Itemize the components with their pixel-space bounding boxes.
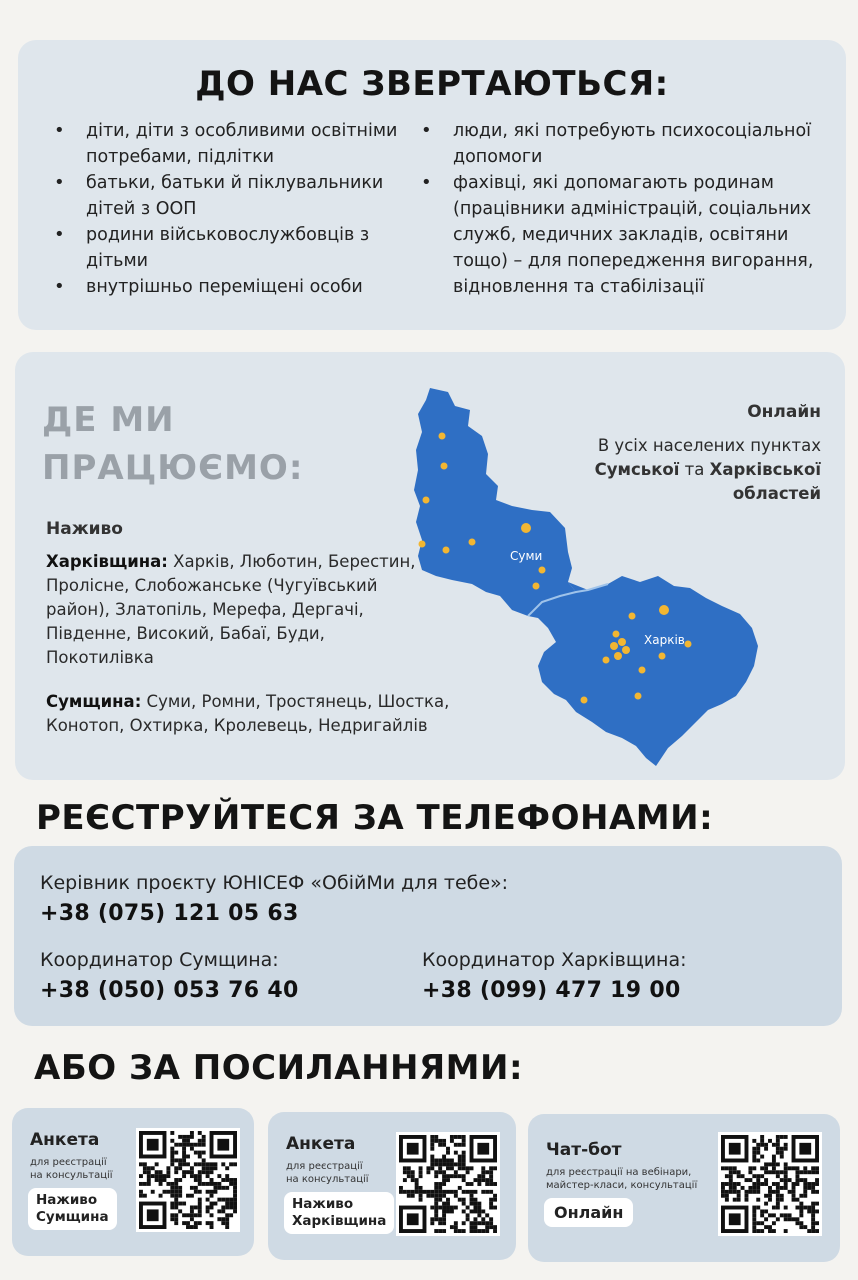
card-survey-sumy[interactable] — [12, 1108, 254, 1256]
sumy-coordinator-phone[interactable]: +38 (050) 053 76 40 — [40, 978, 299, 1003]
who-panel — [18, 40, 846, 330]
card-badge: Онлайн — [544, 1198, 633, 1227]
online-regions: областей — [732, 484, 821, 503]
map-label-sumy: Суми — [510, 549, 543, 563]
kharkiv-list: Харків, Люботин, Берестин, Пролісне, Слобожанське (Чугуївський район), Златопіль, Мерефа, Дергачі, Південне, Високий, Бабаї, Буди, Покотилівка — [46, 552, 416, 667]
online-and: та — [679, 460, 710, 479]
who-title: ДО НАС ЗВЕРТАЮТЬСЯ: — [195, 64, 669, 104]
card-badge: Наживо Харківщина — [284, 1192, 394, 1234]
who-list-right — [413, 118, 833, 300]
sumy-coordinator-label: Координатор Сумщина: — [40, 949, 279, 971]
kharkiv-coordinator-label: Координатор Харківщина: — [422, 949, 687, 971]
card-badge: Наживо Сумщина — [28, 1188, 117, 1230]
live-label: Наживо — [46, 519, 123, 539]
register-title: РЕЄСТРУЙТЕСЯ ЗА ТЕЛЕФОНАМИ: — [36, 798, 714, 838]
card-chat-bot[interactable] — [528, 1114, 840, 1262]
kharkiv-coordinator-phone[interactable]: +38 (099) 477 19 00 — [422, 978, 681, 1003]
qr-code-icon[interactable] — [718, 1132, 822, 1236]
qr-code-icon[interactable] — [136, 1128, 240, 1232]
manager-label: Керівник проєкту ЮНІСЕФ «ОбійМи для тебе»: — [40, 872, 509, 894]
list-item: • люди, які потребують психосоціальної допомоги — [413, 118, 833, 170]
list-item: • фахівці, які допомагають родинам (працівники адміністрацій, соціальних служб, медичних закладів, освітяни тощо) – для попередження вигорання, відновлення та стабілізації — [413, 170, 833, 300]
card-subtitle: для реєстрації на вебінари, майстер-класи, консультації — [546, 1167, 698, 1191]
online-line3 — [595, 482, 821, 506]
where-title — [42, 396, 303, 492]
links-title: АБО ЗА ПОСИЛАННЯМИ: — [34, 1048, 524, 1088]
sumy-label: Сумщина: — [46, 692, 142, 711]
list-item: • батьки, батьки й піклувальники дітей з ООП — [46, 170, 416, 222]
qr-code-icon[interactable] — [396, 1132, 500, 1236]
where-title-line2: ПРАЦЮЄМО: — [42, 448, 304, 488]
card-title: Анкета — [30, 1130, 100, 1150]
where-title-line1: ДЕ МИ — [42, 400, 175, 440]
manager-phone[interactable]: +38 (075) 121 05 63 — [40, 901, 299, 926]
online-line1: В усіх населених пунктах — [597, 436, 821, 455]
where-panel — [15, 352, 845, 780]
card-title: Чат-бот — [546, 1140, 622, 1160]
kharkiv-label: Харківщина: — [46, 552, 168, 571]
card-subtitle: для реєстрації на консультації — [30, 1157, 113, 1181]
online-kharkiv: Харківської — [709, 460, 821, 479]
list-item: • внутрішньо переміщені особи — [46, 274, 416, 300]
card-survey-kharkiv[interactable] — [268, 1112, 516, 1260]
online-title: Онлайн — [747, 402, 821, 422]
kharkiv-locations — [46, 550, 416, 670]
card-subtitle: для реєстрації на консультації — [286, 1161, 369, 1185]
sumy-list: Суми, Ромни, Тростянець, Шостка, Конотоп, Охтирка, Кролевець, Недригайлів — [46, 692, 450, 735]
who-list-left — [46, 118, 416, 300]
online-line2 — [595, 458, 821, 482]
map-label-kharkiv: Харків — [644, 633, 685, 647]
online-block — [595, 400, 821, 506]
online-sumy: Сумської — [594, 460, 680, 479]
card-title: Анкета — [286, 1134, 356, 1154]
list-item: • діти, діти з особливими освітніми потребами, підлітки — [46, 118, 416, 170]
sumy-locations — [46, 690, 516, 738]
list-item: • родини військовослужбовців з дітьми — [46, 222, 416, 274]
phones-panel — [14, 846, 842, 1026]
sumy-oblast-shape — [414, 388, 576, 616]
